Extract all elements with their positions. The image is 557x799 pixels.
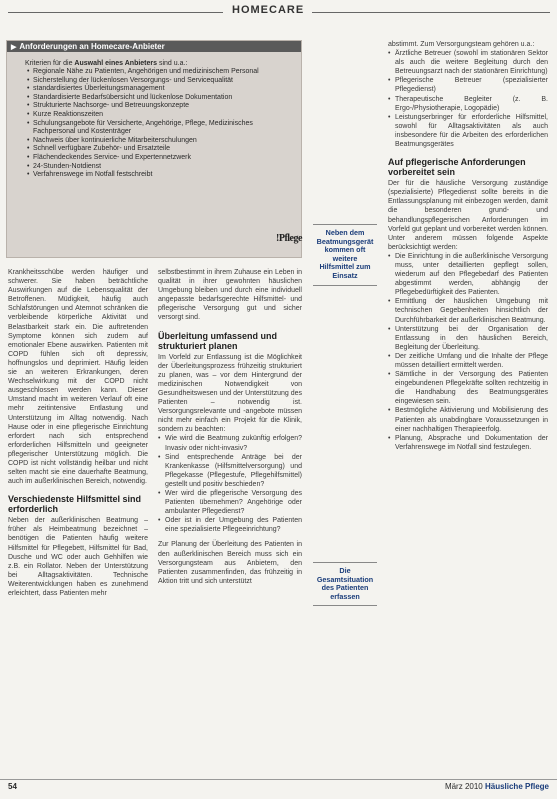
list-item: • Standardisierte Bedarfsübersicht und lückenlose Dokumentation xyxy=(27,94,295,103)
column-3 xyxy=(388,40,548,452)
list-item: • Strukturierte Nachsorge- und Betreuungskonzepte xyxy=(27,102,295,111)
list-item: • Verfahrenswege im Notfall festschreibt xyxy=(27,171,295,180)
header-rule-right xyxy=(312,12,550,13)
list-item: • Ärztliche Betreuer (sowohl im stationären Sektor als auch die weitere Begleitung durch den Betreuungsarzt nach der stationären Einrichtung) xyxy=(388,49,548,76)
page-header xyxy=(0,4,557,18)
body-paragraph: Krankheitsschübe werden häufiger und schwerer. Sie haben beträchtliche Auswirkungen auf die Lebensqualität der Betroffenen. Müdigkeit, häufig auch Schlafstörungen und Atemnot schränken die verbleibende körperliche Aktivität und Belastbarkeit stark ein. Die auftretenden Symptome können sich zudem auf emotionaler Ebene auswirken. Patienten mit COPD fühlen sich oft depressiv, hoffnungslos und deprimiert. Häufig leiden sie an weiteren Erkrankungen, deren Wechselwirkung mit der COPD nicht ausgeschlossen werden kann. Dieser Umstand macht im weiteren Verlauf oft eine mehr zeitintensive Entlastung und Unterstützung im Alltag notwendig. Nach Hause oder in eine pflegerische Einrichtung erfordert nach sich entsprechend erforderlichen Hilfsmitteln und geeigneter pflegerischer Unterstützung möglich. Die COPD ist nicht vollständig heilbar und nicht selten macht sie eine dauerhafte Beatmung, auch im außerklinischen Bereich, notwendig. xyxy=(8,269,148,486)
header-rule-left xyxy=(8,12,223,13)
list-item: • Sicherstellung der lückenlosen Versorgungs- und Servicequalität xyxy=(27,77,295,86)
requirements-infobox xyxy=(6,40,302,258)
aspects-list xyxy=(388,252,548,452)
infobox-heading-text: Anforderungen an Homecare-Anbieter xyxy=(19,42,165,51)
list-item: • Schnell verfügbare Zubehör- und Ersatzteile xyxy=(27,145,295,154)
page-footer xyxy=(0,779,557,793)
list-item: • Kurze Reaktionszeiten xyxy=(27,111,295,120)
list-item: • Oder ist in der Umgebung des Patienten eine spezialisierte Pflegeeinrichtung? xyxy=(158,516,302,534)
body-paragraph: Im Vorfeld zur Entlassung ist die Möglichkeit der Überleitungsprozess frühzeitig strukturiert zu planen, was – vor dem Hintergrund der medizinischen Notwendigkeit von Gesundheitswesen und der Unterstützung des Patienten – notwendig ist. Versorgungsrelevante und -angebote müssen nicht mehr einfach ein Projekt für die Klinik, sondern zu beachten: xyxy=(158,353,302,434)
body-paragraph: selbstbestimmt in ihrem Zuhause ein Leben in qualität in ihrer gewohnten häuslichen Umgebung bleiben und durch eine individuell angepasste bedarfsgerechte Hilfsmittel- und pflegerische Versorgung gut und sicher versorgt sind. xyxy=(158,269,302,322)
subheading-ueberleitung: Überleitung umfassend und strukturiert planen xyxy=(158,330,278,351)
footer-issue xyxy=(445,782,549,791)
list-item: • Wie wird die Beatmung zukünftig erfolgen? Invasiv oder nicht-invasiv? xyxy=(158,434,302,452)
list-item: • Der zeitliche Umfang und die Inhalte der Pflege müssen detailliert ermittelt werden. xyxy=(388,352,548,370)
list-item: • Nachweis über kontinuierliche Mitarbeiterschulungen xyxy=(27,137,295,146)
page-number: 54 xyxy=(8,782,17,791)
checklist xyxy=(158,434,302,534)
list-item: • Unterstützung bei der Organisation der Entlassung in den häuslichen Bereich, Begleitung der Überleitung. xyxy=(388,325,548,352)
list-item: • Sämtliche in der Versorgung des Patienten eingebundenen Pflegekräfte sollten rechtzeitig in die Handhabung des Beatmungsgerätes eingewiesen sein. xyxy=(388,370,548,406)
list-item: • Sind entsprechende Anträge bei der Krankenkasse (Hilfsmittelversorgung) und Pflegekasse (Pflegestufe, Pflegehilfsmittel) gestellt und positiv beschieden? xyxy=(158,453,302,489)
infobox-heading xyxy=(7,41,301,52)
list-item: • Wer wird die pflegerische Versorgung des Patienten übernehmen? Angehörige oder ambulanter Pflegedienst? xyxy=(158,489,302,516)
list-item: • Die Einrichtung in die außerklinische Versorgung muss, unter detaillierten gepflegt sollen, wiederum auf den Pflegebedarf des Patienten abgestimmt werden, abhängig der Pflegebedürftigkeit des Patienten. xyxy=(388,252,548,297)
list-item: • Schulungsangebote für Versicherte, Angehörige, Pflege, Medizinisches Fachpersonal und Kostenträger xyxy=(27,120,295,137)
body-paragraph: Der für die häusliche Versorgung zuständige (spezialisierte) Pflegedienst sollte bereits in die Entlassungsplanung mit einbezogen werden, damit die besonderen grund- und behandlungspflegerischen Anforderungen im Vorfeld gut geplant und vorbereitet werden können. Unter anderem müssen folgende Aspekte berücksichtigt werden: xyxy=(388,180,548,251)
list-item: • Leistungserbringer für erforderliche Hilfsmittel, sowohl für Alltagsaktivitäten als auch insbesondere für die Arbeiten des erforderlichen Beatmungsgerätes xyxy=(388,113,548,149)
list-item: • standardisiertes Überleitungsmanagement xyxy=(27,85,295,94)
list-item: • 24-Stunden-Notdienst xyxy=(27,163,295,172)
body-paragraph: abstimmt. Zum Versorgungsteam gehören u.a.: xyxy=(388,41,535,48)
intro-text: Kriterien für die xyxy=(25,60,75,67)
magazine-name: Häusliche Pflege xyxy=(484,782,549,791)
pull-quote-2: Die Gesamtsituation des Patienten erfassen xyxy=(313,562,377,606)
criteria-list xyxy=(7,68,301,180)
issue-date: März 2010 xyxy=(444,782,483,791)
pull-quote-1: Neben dem Beatmungsgerät kommen oft weitere Hilfsmittel zum Einsatz xyxy=(313,224,377,286)
list-item: • Regionale Nähe zu Patienten, Angehörigen und medizinischem Personal xyxy=(27,68,295,77)
list-item: • Therapeutische Begleiter (z. B. Ergo-/Physiotherapie, Logopädie) xyxy=(388,95,548,113)
body-paragraph: Zur Planung der Überleitung des Patienten in den außerklinischen Bereich muss sich ein Versorgungsteam aus Anbietern, den Patienten zusammenfinden, das frühzeitig in Aktion tritt und sich unterstützt xyxy=(158,541,302,585)
body-paragraph: Neben der außerklinischen Beatmung – früher als Heimbeatmung bezeichnet – benötigen die Patienten häufig weitere Hilfsmittel für Pflegebett, Hilfsmittel für Bad, Dusche und WC oder auch Gehhilfen wie z.B. ein Rollator. Neben der Unterstützung bei Alltagsaktivitäten. Technische Weiterentwicklungen haben es zunehmend erleichtert, dass Patienten mehr xyxy=(8,517,148,597)
list-item: • Pflegerische Betreuer (spezialisierter Pflegedienst) xyxy=(388,76,548,94)
list-item: • Flächendeckendes Service- und Expertennetzwerk xyxy=(27,154,295,163)
list-item: • Bestmögliche Aktivierung und Mobilisierung des Patienten als unabdingbare Voraussetzungen in einer nachhaltigen Therapieerfolg. xyxy=(388,406,548,433)
intro-rest: sind u.a.: xyxy=(157,60,188,67)
subheading-hilfsmittel: Verschiedenste Hilfsmittel sind erforderlich xyxy=(8,494,142,515)
section-title: HOMECARE xyxy=(232,4,305,16)
team-list xyxy=(388,49,548,149)
column-1 xyxy=(8,268,148,598)
infobox-intro xyxy=(7,52,301,68)
column-2 xyxy=(158,268,302,586)
list-item: • Ermittlung der häuslichen Umgebung mit technischen Gegebenheiten hinsichtlich der Durchführbarkeit der außerklinischen Beatmung. xyxy=(388,297,548,324)
pflege-logo: !Pflege xyxy=(276,233,302,244)
triangle-icon: ▶ xyxy=(11,44,17,51)
intro-bold: Auswahl eines Anbieters xyxy=(74,60,158,67)
list-item: • Planung, Absprache und Dokumentation der Verfahrenswege im Notfall sind festzulegen. xyxy=(388,434,548,452)
subheading-anforderungen: Auf pflegerische Anforderungen vorbereitet sein xyxy=(388,157,526,178)
